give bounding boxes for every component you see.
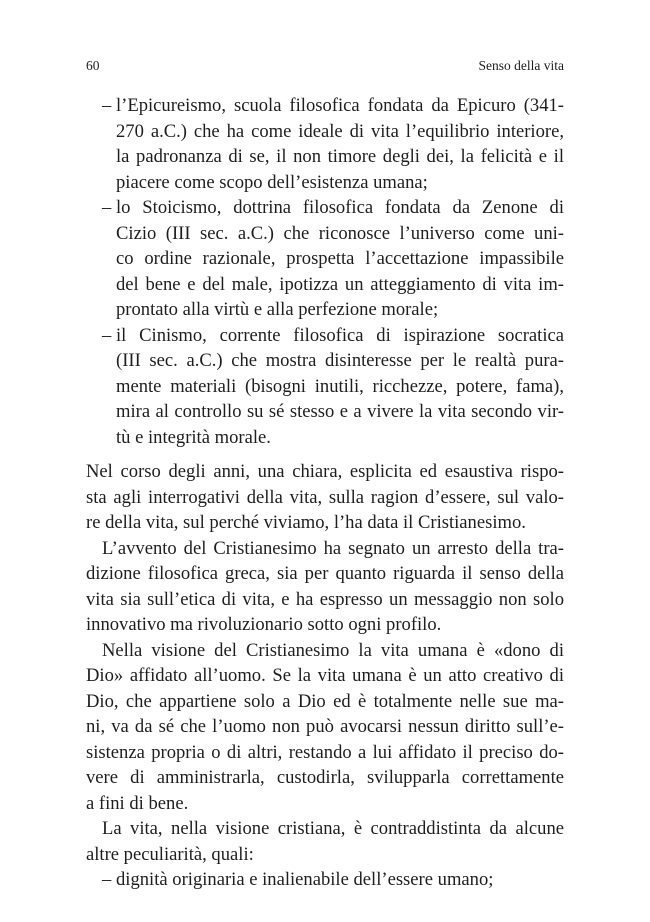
text-line: Dio, che appartiene solo a Dio ed è totalmente nelle sue ma- — [86, 690, 564, 712]
text-line: innovativo ma rivoluzionario sotto ogni profilo. — [86, 614, 442, 635]
paragraph — [86, 459, 564, 536]
text-line: la padronanza di se, il non timore degli dei, la felicità e il — [116, 146, 564, 167]
text-line: piacere come scopo dell’esistenza umana; — [116, 171, 428, 193]
text-line: La vita, nella visione cristiana, è contraddistinta da alcune — [102, 818, 564, 839]
text-line: sistenza propria o di altri, restando a lui affidato il preciso do- — [86, 741, 564, 763]
text-line: l’Epicureismo, scuola filosofica fondata da Epicuro (341- — [116, 95, 564, 116]
philosophy-list — [86, 93, 564, 450]
text-line: ni, va da sé che l’uomo non può avocarsi nessun diritto sull’e- — [86, 716, 564, 737]
list-item-cynicism — [86, 323, 564, 451]
list-item-dignity — [86, 867, 564, 893]
list-dash: – — [102, 95, 112, 116]
text-line: mira al controllo su sé stesso e a vivere la vita secondo vir- — [116, 401, 564, 422]
list-dash: – — [102, 324, 112, 346]
text-line: Nella visione del Cristianesimo la vita umana è «dono di — [102, 639, 564, 661]
text-line: il Cinismo, corrente filosofica di ispirazione socratica — [116, 324, 564, 346]
text-line: L’avvento del Cristianesimo ha segnato un arresto della tra- — [102, 537, 564, 559]
paragraph — [86, 816, 564, 867]
list-item-epicureanism — [86, 93, 564, 195]
text-line: vere di amministrarla, custodirla, svilupparla correttamente — [86, 767, 564, 788]
list-item-stoicism — [86, 195, 564, 323]
text-line: del bene e del male, ipotizza un atteggiamento di vita im- — [116, 273, 564, 295]
list-dash: – — [102, 197, 112, 218]
text-line: dizione filosofica greca, sia per quanto riguarda il senso della — [86, 563, 564, 584]
text-line: Nel corso degli anni, una chiara, esplicita ed esaustiva rispo- — [86, 461, 564, 482]
paragraph — [86, 536, 564, 638]
text-line: lo Stoicismo, dottrina filosofica fondata da Zenone di — [116, 197, 564, 218]
text-line: Cizio (III sec. a.C.) che riconosce l’universo come uni- — [116, 222, 564, 244]
text-line: prontato alla virtù e alla perfezione morale; — [116, 299, 439, 320]
text-line: co ordine razionale, prospetta l’accettazione impassibile — [116, 248, 564, 269]
text-line: a fini di bene. — [86, 792, 189, 814]
text-line: 270 a.C.) che ha come ideale di vita l’equilibrio interiore, — [116, 120, 564, 142]
text-line: mente materiali (bisogni inutili, ricchezze, potere, fama), — [116, 375, 564, 397]
text-line: (III sec. a.C.) che mostra disinteresse per le realtà pura- — [116, 350, 564, 371]
list-dash: – — [102, 869, 112, 890]
text-line: tù e integrità morale. — [116, 426, 271, 448]
text-line: dignità originaria e inalienabile dell’essere umano; — [116, 869, 494, 890]
text-line: sta agli interrogativi della vita, sulla ragion d’essere, sul valo- — [86, 486, 564, 508]
text-line: Dio» affidato all’uomo. Se la vita umana è un atto creativo di — [86, 665, 564, 686]
body-text — [86, 459, 564, 893]
section-title: Senso della vita — [478, 58, 564, 73]
paragraph — [86, 638, 564, 817]
page-number: 60 — [86, 58, 100, 73]
text-line: altre peculiarità, quali: — [86, 843, 254, 865]
running-head — [86, 56, 564, 76]
text-line: re della vita, sul perché viviamo, l’ha data il Cristianesimo. — [86, 512, 526, 533]
text-line: vita sia sull’etica di vita, e ha espresso un messaggio non solo — [86, 588, 564, 610]
